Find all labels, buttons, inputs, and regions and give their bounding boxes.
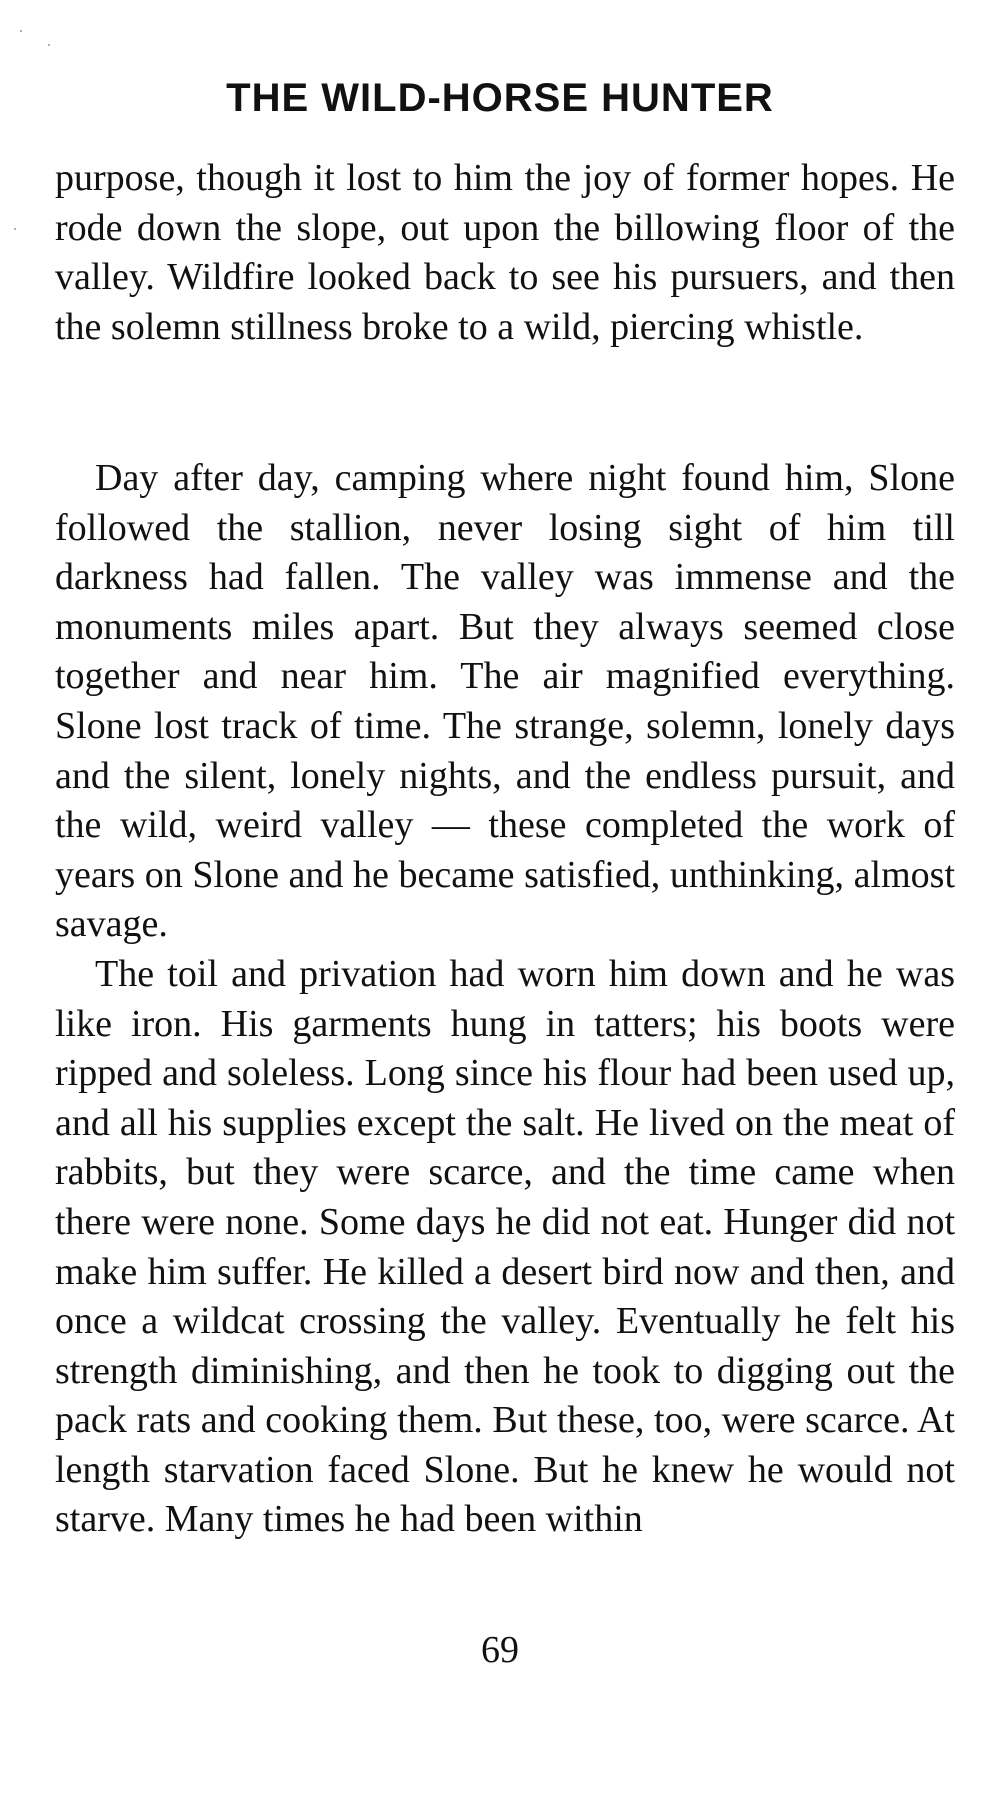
text-block-main <box>55 454 955 1545</box>
paragraph-toil-and-privation: The toil and privation had worn him down and he was like iron. His garments hung in tatters; his boots were ripped and soleless. Long since his flour had been used up, and all his supplies except the salt. He lived on the meat of rabbits, but they were scarce, and the time came when there were none. Some days he did not eat. Hunger did not make him suffer. He killed a desert bird now and then, and once a wildcat crossing the valley. Eventually he felt his strength diminishing, and then he took to digging out the pack rats and cooking them. But these, too, were scarce. At length starvation faced Slone. But he knew he would not starve. Many times he had been within <box>55 952 955 1541</box>
paper-speck <box>14 228 16 230</box>
paragraph-day-after-day: Day after day, camping where night found him, Slone followed the stallion, never losing sight of him till darkness had fallen. The valley was immense and the monuments miles apart. But they always seemed close together and near him. The air magnified everything. Slone lost track of time. The strange, solemn, lonely days and the silent, lonely nights, and the endless pursuit, and the wild, weird valley — these completed the work of years on Slone and he became satisfied, unthinking, almost savage. <box>55 457 955 946</box>
paper-speck <box>20 30 22 32</box>
paper-speck <box>48 44 50 46</box>
running-head: THE WILD-HORSE HUNTER <box>226 76 774 120</box>
page-number: 69 <box>481 1629 519 1671</box>
text-block-top <box>55 154 955 352</box>
paragraph-continued: purpose, though it lost to him the joy of former hopes. He rode down the slope, out upon the billowing floor of the valley. Wildfire looked back to see his pursuers, and then the solemn stillness broke to a wild, piercing whistle. <box>55 157 955 348</box>
